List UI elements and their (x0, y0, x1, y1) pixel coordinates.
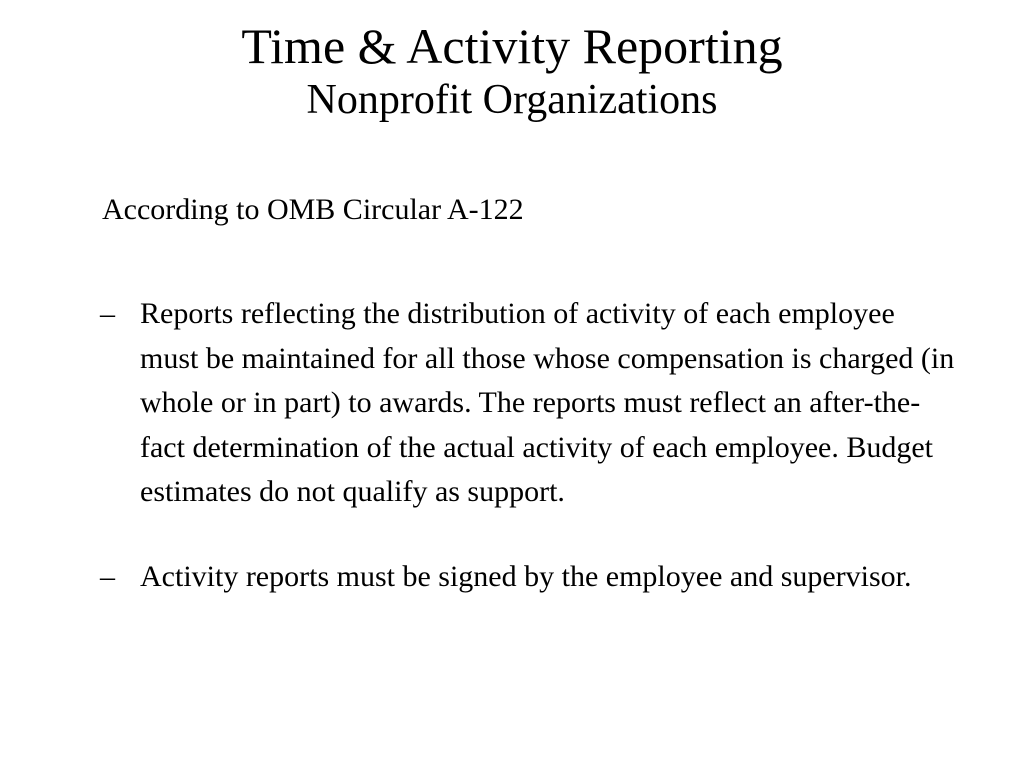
title-block (0, 18, 1024, 126)
bullet-dash: – (100, 559, 115, 593)
slide-title: Time & Activity Reporting (241, 18, 783, 74)
bullet-item (100, 555, 960, 600)
bullet-item (100, 292, 960, 515)
bullet-list (100, 292, 960, 599)
bullet-text: Reports reflecting the distribution of activity of each employee must be maintained for all those whose compensation is charged (in whole or in part) to awards. The reports must reflect an after-the-fact determination of the actual activity of each employee. Budget estimates do not qualify as support. (140, 297, 955, 508)
intro-text: According to OMB Circular A-122 (102, 193, 524, 226)
slide-subtitle: Nonprofit Organizations (306, 77, 718, 123)
bullet-dash: – (100, 297, 115, 330)
bullet-text: Activity reports must be signed by the employee and supervisor. (140, 559, 912, 593)
